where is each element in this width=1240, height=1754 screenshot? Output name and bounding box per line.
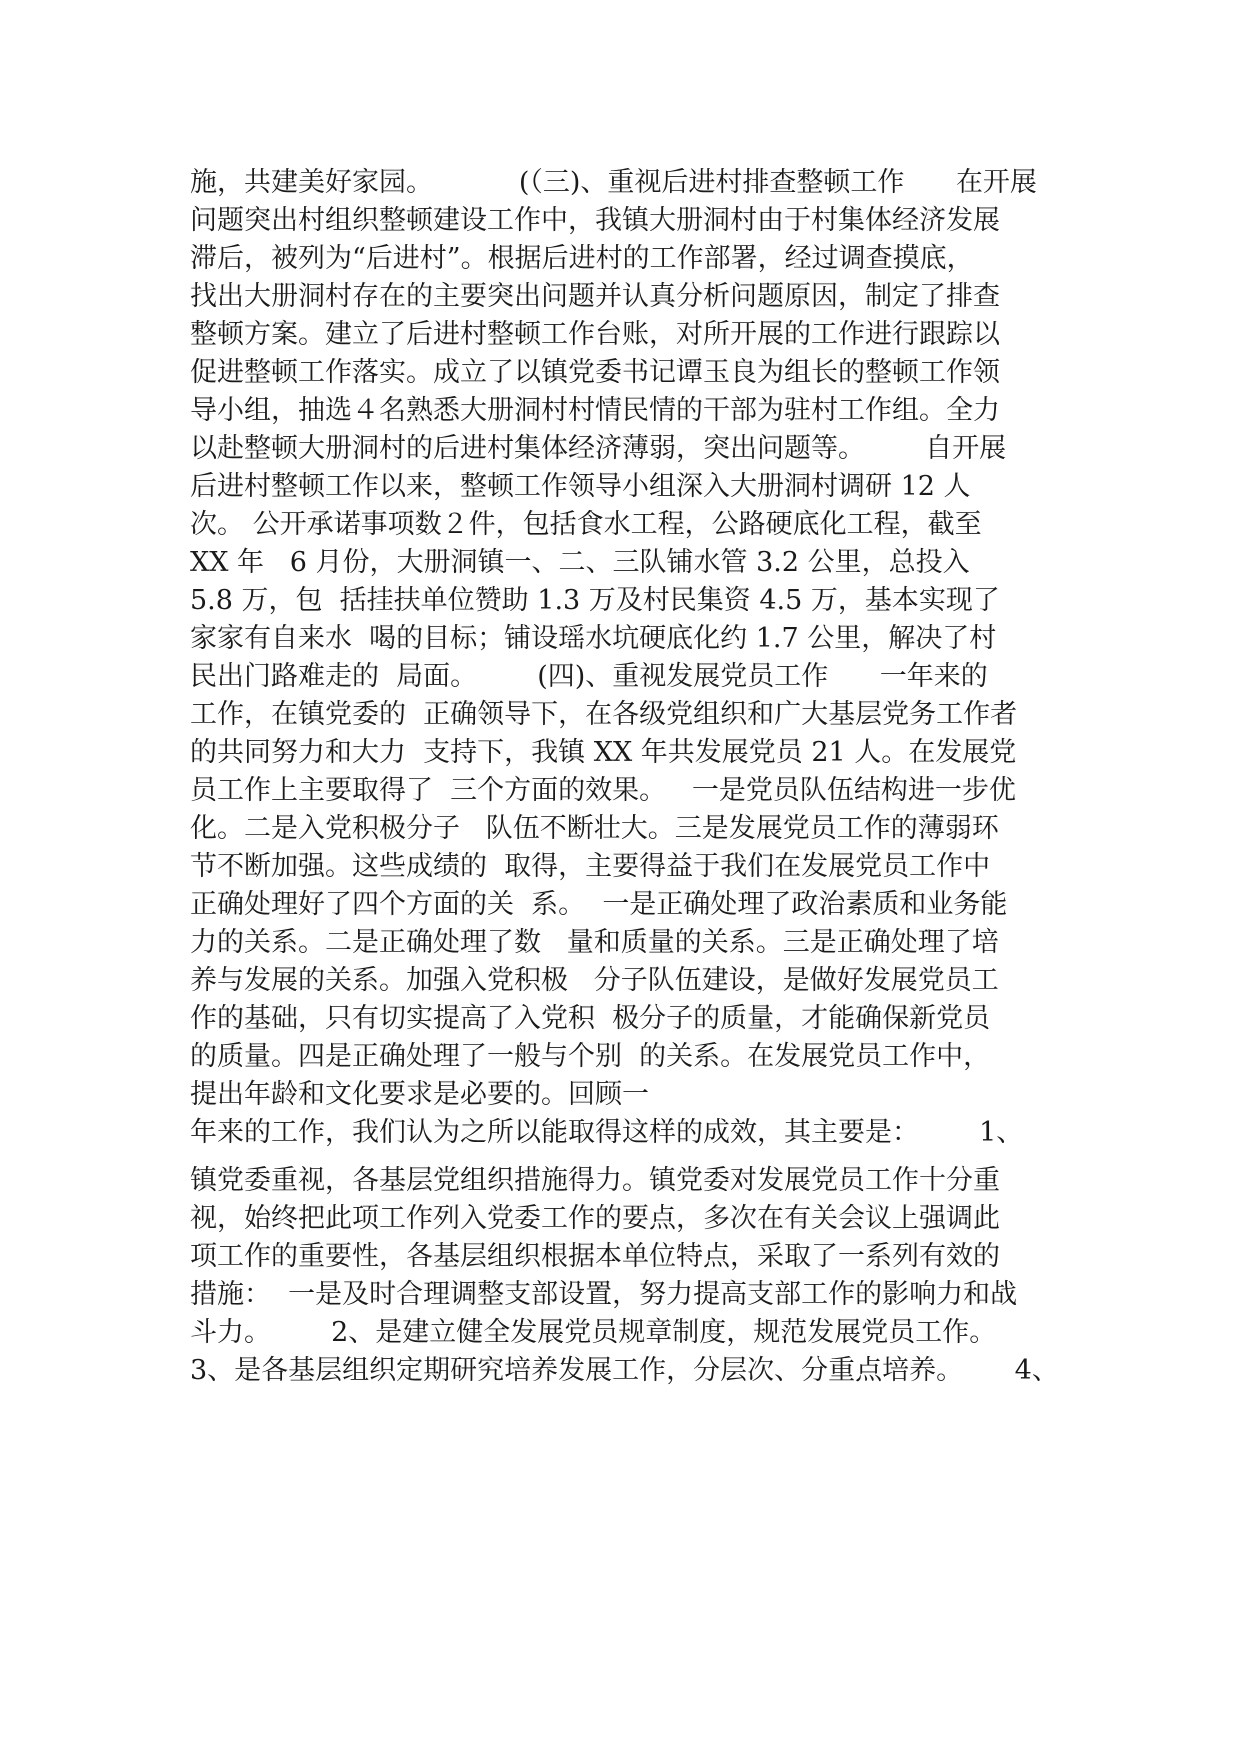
text-line: 镇党委重视，各基层党组织措施得力。镇党委对发展党员工作十分重 [190, 1165, 1000, 1196]
text-line: 的共同努力和大力 支持下，我镇 XX 年共发展党员 21 人。在发展党 [190, 737, 1017, 768]
text-line: 促进整顿工作落实。成立了以镇党委书记谭玉良为组长的整顿工作领 [190, 357, 1000, 388]
text-line: 提出年龄和文化要求是必要的。回顾一 [190, 1079, 649, 1110]
text-line: 家家有自来水 喝的目标；铺设瑶水坑硬底化约 1.7 公里，解决了村 [190, 623, 997, 654]
text-line: 项工作的重要性，各基层组织根据本单位特点，采取了一系列有效的 [190, 1241, 1000, 1272]
text-line: 5.8 万，包 括挂扶单位赞助 1.3 万及村民集资 4.5 万，基本实现了 [190, 585, 1000, 616]
text-line: 问题突出村组织整顿建设工作中，我镇大册洞村由于村集体经济发展 [190, 205, 1000, 236]
text-line: 年来的工作，我们认为之所以能取得这样的成效，其主要是： 1、 [190, 1117, 1024, 1148]
text-line: 的质量。四是正确处理了一般与个别 的关系。在发展党员工作中， [190, 1041, 991, 1072]
text-line: 视，始终把此项工作列入党委工作的要点，多次在有关会议上强调此 [190, 1203, 1000, 1234]
text-line: 施，共建美好家园。 (（三)、重视后进村排查整顿工作 在开展 [190, 167, 1037, 198]
text-line: 民出门路难走的 局面。 (四)、重视发展党员工作 一年来的 [190, 661, 988, 692]
text-line: 后进村整顿工作以来，整顿工作领导小组深入大册洞村调研 12 人 [190, 471, 971, 502]
text-line: 以赴整顿大册洞村的后进村集体经济薄弱，突出问题等。 自开展 [190, 433, 1007, 464]
text-line: 滞后，被列为“后进村”。根据后进村的工作部署，经过调查摸底， [190, 243, 974, 274]
text-line: 3、是各基层组织定期研究培养发展工作，分层次、分重点培养。 4、 [190, 1355, 1059, 1386]
text-line: 措施： 一是及时合理调整支部设置，努力提高支部工作的影响力和战 [190, 1279, 1018, 1310]
body-text [190, 164, 1070, 1390]
text-line: 导小组，抽选４名熟悉大册洞村村情民情的干部为驻村工作组。全力 [190, 395, 1000, 426]
text-line: 作的基础，只有切实提高了入党积 极分子的质量，才能确保新党员 [190, 1003, 991, 1034]
text-line: 次。 公开承诺事项数２件，包括食水工程，公路硬底化工程，截至 [190, 509, 982, 540]
text-line: 化。二是入党积极分子 队伍不断壮大。三是发展党员工作的薄弱环 [190, 813, 999, 844]
text-line: 工作，在镇党委的 正确领导下，在各级党组织和广大基层党务工作者 [190, 699, 1018, 730]
text-line: 找出大册洞村存在的主要突出问题并认真分析问题原因，制定了排查 [190, 281, 1000, 312]
text-line: 养与发展的关系。加强入党积极 分子队伍建设，是做好发展党员工 [190, 965, 999, 996]
text-line: 整顿方案。建立了后进村整顿工作台账，对所开展的工作进行跟踪以 [190, 319, 1000, 350]
text-line: 力的关系。二是正确处理了数 量和质量的关系。三是正确处理了培 [190, 927, 999, 958]
text-line: 节不断加强。这些成绩的 取得，主要得益于我们在发展党员工作中 [190, 851, 991, 882]
text-line: 正确处理好了四个方面的关 系。 一是正确处理了政治素质和业务能 [190, 889, 1008, 920]
text-line: 斗力。 2、是建立健全发展党员规章制度，规范发展党员工作。 [190, 1317, 997, 1348]
text-line: XX 年 6 月份，大册洞镇一、二、三队铺水管 3.2 公里，总投入 [190, 547, 970, 578]
text-line: 员工作上主要取得了 三个方面的效果。 一是党员队伍结构进一步优 [190, 775, 1016, 806]
